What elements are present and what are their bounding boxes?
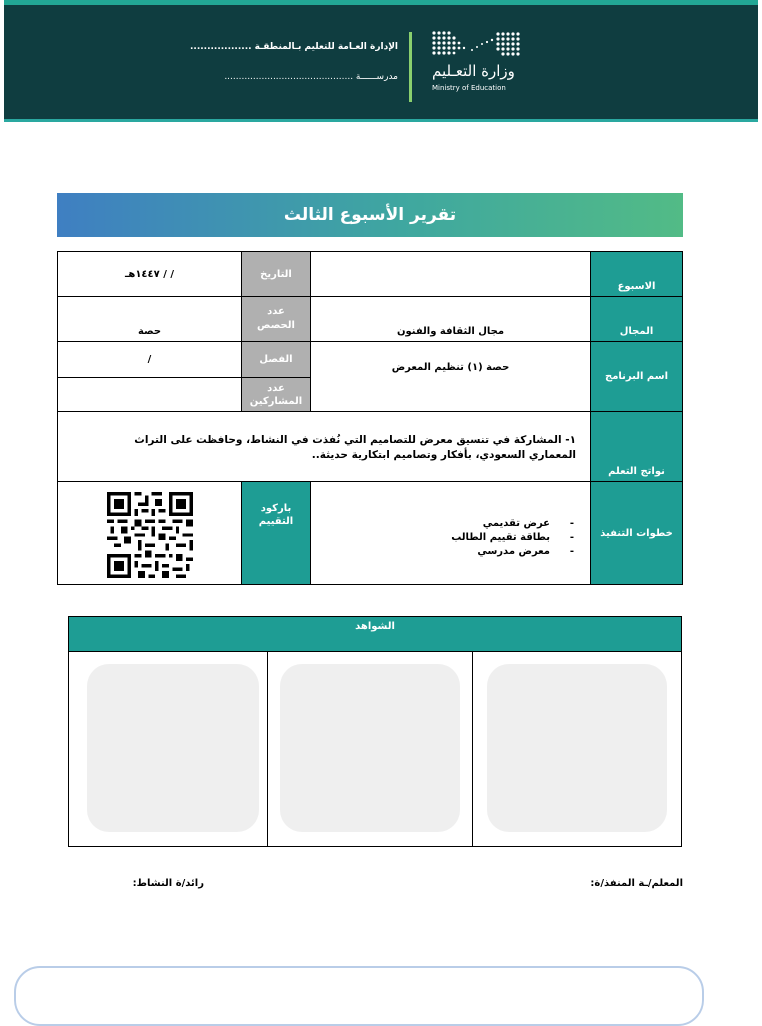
report-title-banner [57,193,683,237]
qr-code-icon[interactable] [107,492,193,578]
class-value: / [147,354,152,365]
evidence-box-middle [267,651,473,847]
evidence-box-left [68,651,268,847]
participants-value-cell [57,377,242,412]
week-label: الاسبوع [617,281,656,292]
outcomes-label: نواتج التعلم [608,466,665,477]
outcomes-text: ١- المشاركة في تنسيق معرض للتصاميم التي نُفذت في النشاط، وحافظت على التراث المعماري السعودي، بأفكار وتصاميم ابتكارية حديثة.. [134,434,576,461]
ministry-name-ar: وزارة التعـليم [432,62,515,80]
header-separator [409,32,412,102]
date-label: التاريخ [260,268,292,280]
leader-signature-label: رائد/ة النشاط: [132,878,204,889]
bottom-decoration [14,966,704,1026]
class-label-cell [241,341,311,378]
barcode-label-cell [241,481,311,585]
participants-label-cell [241,377,311,412]
header-divider [4,119,758,122]
field-value-cell [310,296,591,342]
steps-list [420,517,574,559]
week-label-cell [590,251,683,297]
evidence-box-right [472,651,682,847]
week-value-cell [310,251,591,297]
admin-line: الإدارة العـامة للتعليم بـالمنطقـة .................. [189,42,398,52]
ministry-logo [432,30,552,100]
date-label-cell [241,251,311,297]
date-value-cell [57,251,242,297]
program-label: اسم البرنامج [605,371,668,382]
participants-label: عدد المشاركين [249,382,303,407]
barcode-label: باركود التقييم [258,503,294,527]
periods-value: حصة [137,326,162,337]
list-item: - معرض مدرسي [477,546,574,557]
evidence-label: الشواهد [355,621,395,632]
evidence-header [68,616,682,652]
periods-value-cell [57,296,242,342]
periods-label: عدد الحصص [257,306,295,331]
header-bar [4,0,758,122]
school-line: مدرســــــة ............................................. [224,72,398,82]
program-label-cell [590,341,683,412]
periods-label-cell [241,296,311,342]
evidence-placeholder[interactable] [487,664,667,832]
field-label: المجال [619,326,654,337]
steps-label-cell [590,481,683,585]
logo-dots-icon [432,30,524,60]
class-value-cell [57,341,242,378]
evidence-placeholder[interactable] [87,664,259,832]
date-value: / / ١٤٤٧هـ [124,268,175,280]
class-label: الفصل [259,354,293,365]
outcomes-label-cell [590,411,683,482]
program-value-cell [310,341,591,412]
list-item: - بطاقة تقييم الطالب [451,532,574,543]
field-label-cell [590,296,683,342]
ministry-name-en: Ministry of Education [432,84,506,92]
teacher-signature-label: المعلم/ـة المنفذ/ة: [590,878,683,889]
field-value: مجال الثقافة والفنون [396,326,505,337]
list-item: - عرض تقديمي [482,518,574,529]
report-title: تقرير الأسبوع الثالث [283,205,457,225]
program-value: حصة (١) تنظيم المعرض [391,362,510,373]
evidence-placeholder[interactable] [280,664,460,832]
steps-label: خطوات التنفيذ [600,527,673,539]
